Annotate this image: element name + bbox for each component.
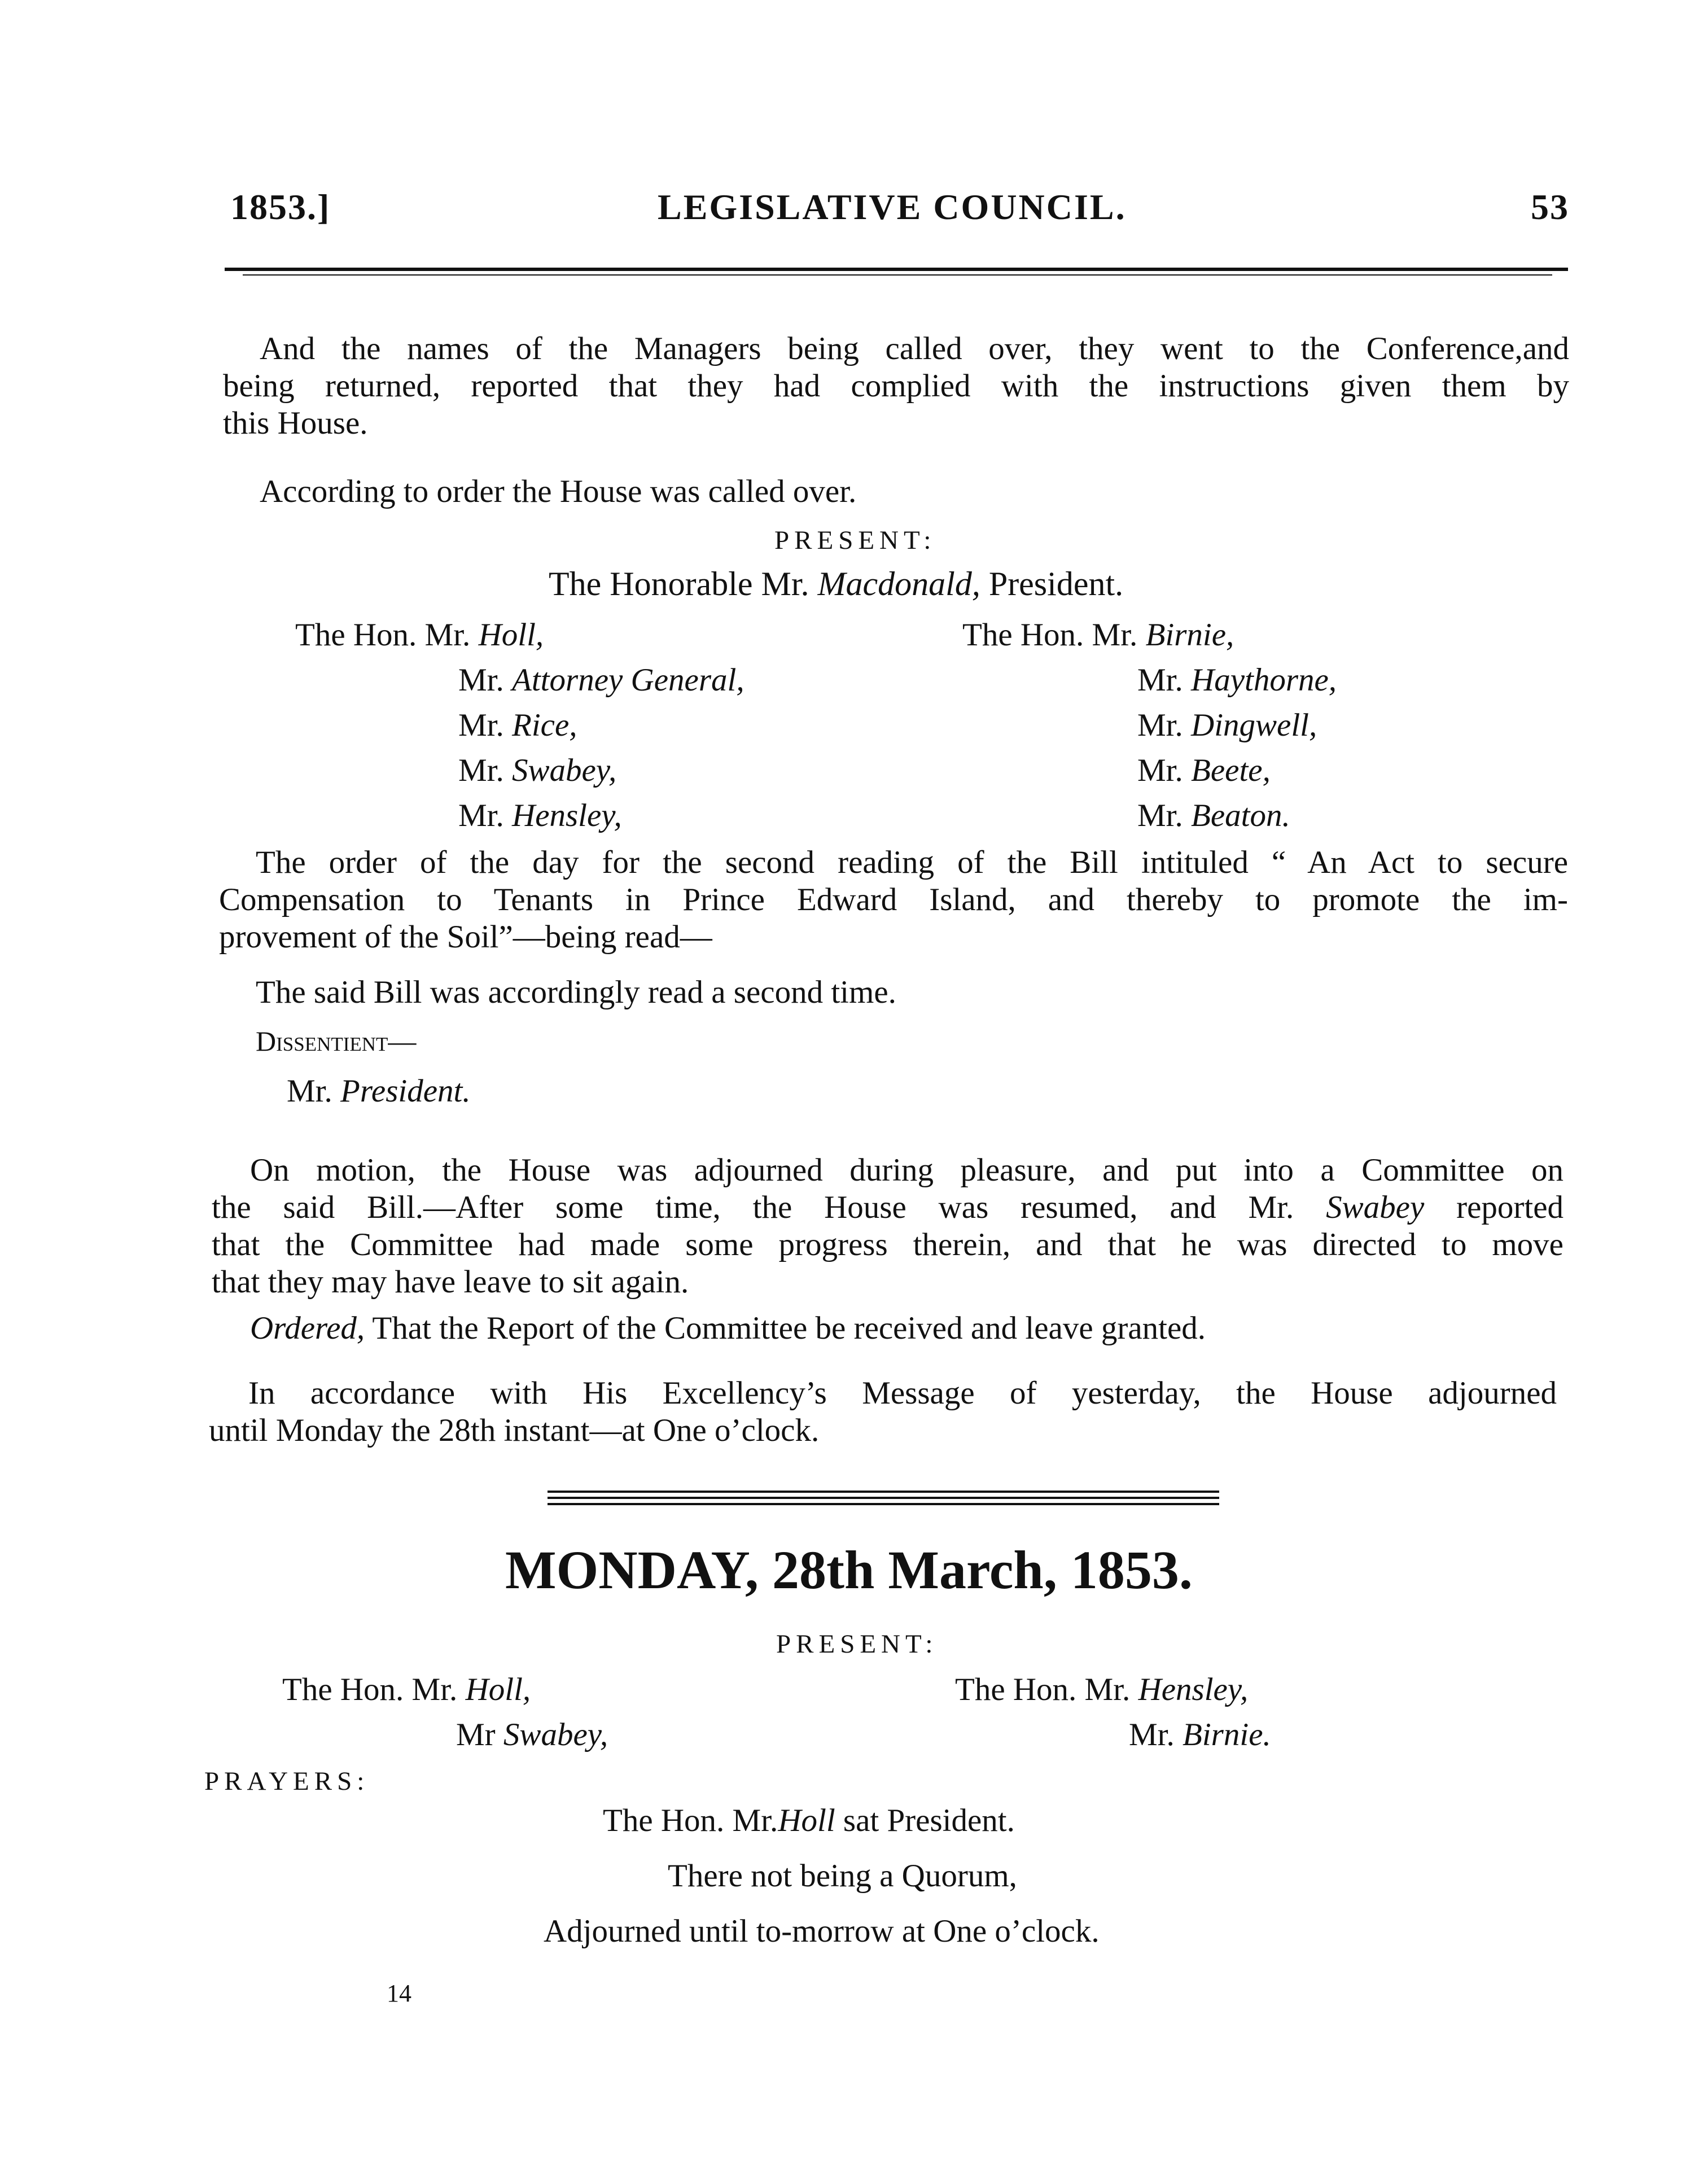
- president-line: [549, 565, 1123, 604]
- member-left-1: The Hon. Mr. Holl,: [295, 617, 544, 653]
- president-name: Macdonald,: [817, 565, 980, 602]
- adjourned-line-1: In accordance with His Excellency’s Message of yesterday, the House adjourned: [248, 1375, 1557, 1411]
- second-time-line: The said Bill was accordingly read a second time.: [256, 974, 896, 1010]
- order-line-3: provement of the Soil”—being read—: [219, 919, 712, 955]
- monday-left-1: The Hon. Mr. Holl,: [282, 1672, 531, 1707]
- member-right-2: Mr. Haythorne,: [1137, 662, 1337, 698]
- member-left-2: Mr. Attorney General,: [458, 662, 744, 698]
- managers-line-3: this House.: [223, 405, 368, 441]
- member-left-4: Mr. Swabey,: [458, 753, 617, 788]
- no-quorum-line: There not being a Quorum,: [668, 1858, 1017, 1894]
- present-label: PRESENT:: [774, 526, 936, 555]
- managers-paragraph: [223, 330, 1569, 442]
- committee-line-1: On motion, the House was adjourned during pleasure, and put into a Committee on: [250, 1152, 1564, 1188]
- section-divider: [548, 1491, 1219, 1509]
- ordered-line: Ordered, That the Report of the Committee be received and leave granted.: [250, 1310, 1206, 1346]
- adjourned-tomorrow-line: Adjourned until to-morrow at One o’clock.: [544, 1913, 1100, 1949]
- order-paragraph: [219, 844, 1568, 956]
- adjourned-line-2: until Monday the 28th instant—at One o’clock.: [209, 1413, 820, 1448]
- dissentient-label: Dissentient—: [256, 1025, 417, 1057]
- header-year: 1853.]: [230, 187, 331, 227]
- member-right-3: Mr. Dingwell,: [1137, 707, 1317, 743]
- committee-line-4: that they may have leave to sit again.: [212, 1264, 689, 1300]
- member-right-5: Mr. Beaton.: [1137, 798, 1290, 833]
- signature-mark: 14: [387, 1979, 411, 2007]
- monday-left-2: Mr Swabey,: [456, 1717, 608, 1752]
- monday-right-1: The Hon. Mr. Hensley,: [955, 1672, 1249, 1707]
- sat-president-line: The Hon. Mr.Holl sat President.: [603, 1803, 1015, 1838]
- committee-line-2: the said Bill.—After some time, the House was resumed, and Mr. Swabey reported: [212, 1190, 1564, 1225]
- present-label-2: PRESENT:: [776, 1629, 938, 1659]
- header-rule-thin: [243, 274, 1552, 276]
- order-line-1: The order of the day for the second reading of the Bill intituled “ An Act to secure: [256, 845, 1568, 880]
- member-left-3: Mr. Rice,: [458, 707, 577, 743]
- prayers-label: PRAYERS:: [204, 1767, 370, 1796]
- committee-paragraph: [212, 1152, 1564, 1301]
- member-right-1: The Hon. Mr. Birnie,: [962, 617, 1234, 653]
- president-suffix: President.: [988, 565, 1124, 602]
- header-rule: [225, 268, 1568, 271]
- called-over-line: According to order the House was called over.: [260, 474, 857, 509]
- managers-line-2: being returned, reported that they had complied with the instructions given them by: [223, 368, 1569, 404]
- president-prefix: The Honorable Mr.: [549, 565, 809, 602]
- order-line-2: Compensation to Tenants in Prince Edward Island, and thereby to promote the im-: [219, 882, 1568, 917]
- dissentient-member: Mr. President.: [287, 1073, 471, 1109]
- header-title: LEGISLATIVE COUNCIL.: [658, 187, 1127, 227]
- page-number: 53: [1531, 187, 1569, 227]
- member-left-5: Mr. Hensley,: [458, 798, 622, 833]
- managers-line-1: And the names of the Managers being called over, they went to the Conference,and: [260, 331, 1569, 366]
- monday-right-2: Mr. Birnie.: [1129, 1717, 1271, 1752]
- monday-heading: MONDAY, 28th March, 1853.: [505, 1540, 1193, 1600]
- member-right-4: Mr. Beete,: [1137, 753, 1271, 788]
- adjourned-paragraph: [209, 1375, 1557, 1449]
- committee-line-3: that the Committee had made some progress therein, and that he was directed to move: [212, 1227, 1564, 1262]
